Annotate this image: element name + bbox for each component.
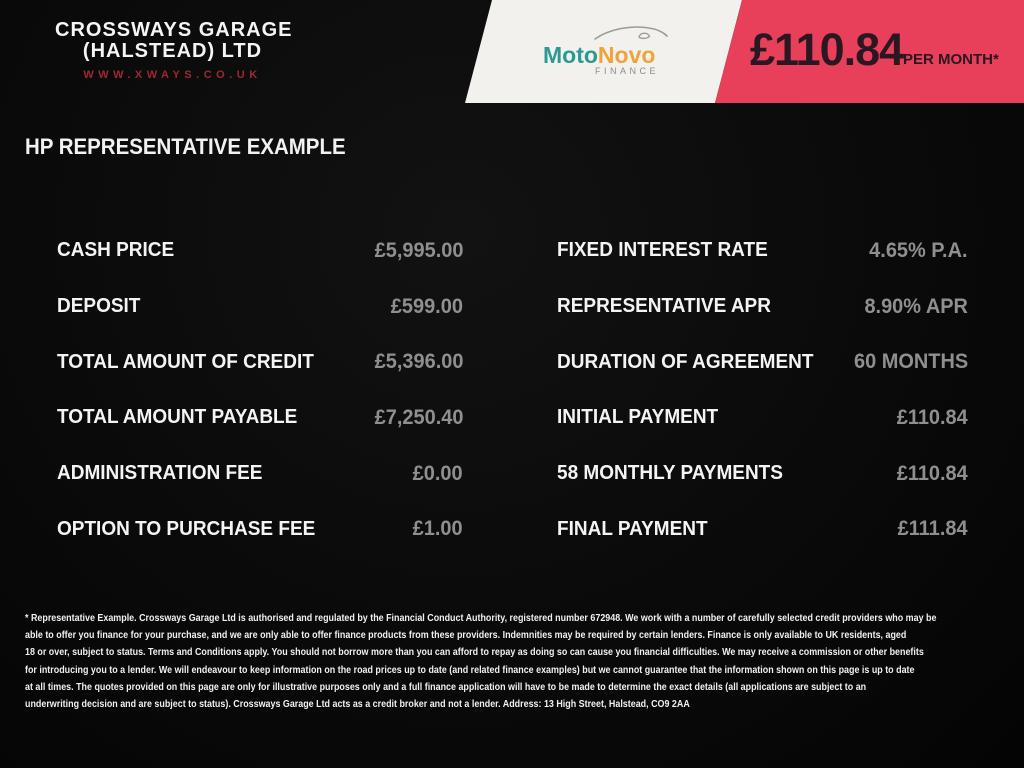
row-value: £110.84: [896, 405, 968, 429]
motonovo-moto: Moto: [543, 42, 598, 68]
table-row: [557, 223, 968, 279]
dealer-website-link[interactable]: WWW.XWAYS.CO.UK: [83, 69, 262, 81]
table-row: [557, 334, 968, 390]
disclaimer: [25, 610, 1015, 713]
row-value: £111.84: [898, 517, 968, 541]
row-label: INITIAL PAYMENT: [557, 406, 719, 429]
row-value: 8.90% APR: [864, 294, 968, 318]
motonovo-novo: Novo: [597, 42, 656, 68]
row-value: £5,396.00: [374, 350, 463, 374]
disclaimer-line: able to offer you finance for your purchase, and we are only able to offer finance products from these providers. Indemnities may be required by certain lenders. Finance is only available to UK residents, aged: [25, 629, 907, 642]
table-row: [557, 501, 968, 557]
table-row: [557, 390, 968, 446]
table-row: [557, 279, 968, 335]
table-row: [57, 446, 463, 502]
table-row: [57, 223, 463, 279]
table-row: [57, 279, 463, 335]
finance-table-right-column: [557, 223, 968, 557]
table-row: [57, 390, 463, 446]
row-value: 60 MONTHS: [853, 350, 968, 374]
table-row: [557, 446, 968, 502]
row-value: £1.00: [413, 517, 463, 541]
row-value: £110.84: [896, 461, 968, 485]
row-value: 4.65% P.A.: [869, 238, 968, 262]
row-value: £5,995.00: [374, 238, 463, 262]
row-value: £599.00: [390, 294, 463, 318]
row-label: CASH PRICE: [57, 239, 175, 262]
row-label: TOTAL AMOUNT OF CREDIT: [57, 350, 314, 373]
row-label: DEPOSIT: [57, 295, 141, 318]
disclaimer-line: * Representative Example. Crossways Garage Ltd is authorised and regulated by the Financial Conduct Authority, registered number 672948. We work with a number of carefully selected credit providers who may be: [25, 612, 937, 624]
disclaimer-line: for introducing you to a lender. We will endeavour to keep information on the road prices up to date (and related finance examples) but we cannot guarantee that the information shown on this page is up to date: [25, 663, 915, 676]
dealer-name-line2: (HALSTEAD) LTD: [82, 40, 263, 62]
row-label: OPTION TO PURCHASE FEE: [57, 517, 316, 540]
row-label: DURATION OF AGREEMENT: [557, 350, 814, 373]
row-value: £0.00: [413, 461, 463, 485]
row-label: TOTAL AMOUNT PAYABLE: [57, 406, 298, 429]
dealer-name-line1: CROSSWAYS GARAGE: [55, 19, 293, 41]
dealer-logo: [55, 19, 293, 81]
monthly-price: £110.84: [750, 24, 904, 75]
motonovo-finance-label: FINANCE: [595, 66, 660, 76]
row-value: £7,250.40: [374, 405, 463, 429]
header-banner: [0, 0, 1024, 103]
row-label: 58 MONTHLY PAYMENTS: [557, 462, 783, 485]
motonovo-wordmark: [543, 42, 655, 69]
disclaimer-line: 18 or over, subject to status. Terms and Conditions apply. You should not borrow more than you can afford to repay as doing so can cause you financial difficulties. We may receive a commission or other benefits: [25, 646, 924, 659]
row-label: ADMINISTRATION FEE: [57, 462, 263, 485]
page-title: HP REPRESENTATIVE EXAMPLE: [25, 134, 346, 159]
row-label: REPRESENTATIVE APR: [557, 295, 771, 318]
table-row: [57, 501, 463, 557]
row-label: FINAL PAYMENT: [557, 517, 708, 540]
row-label: FIXED INTEREST RATE: [557, 239, 768, 262]
per-month-label: PER MONTH*: [903, 51, 999, 68]
table-row: [57, 334, 463, 390]
finance-table-left-column: [57, 223, 463, 557]
disclaimer-line: underwriting decision and are subject to status). Crossways Garage Ltd acts as a credit broker and not a lender. Address: 13 High Street, Halstead, CO9 2AA: [25, 698, 690, 711]
disclaimer-line: at all times. The quotes provided on this page are only for illustrative purposes only and a full finance application will have to be made to determine the exact details (all applications are subject to an: [25, 680, 867, 693]
